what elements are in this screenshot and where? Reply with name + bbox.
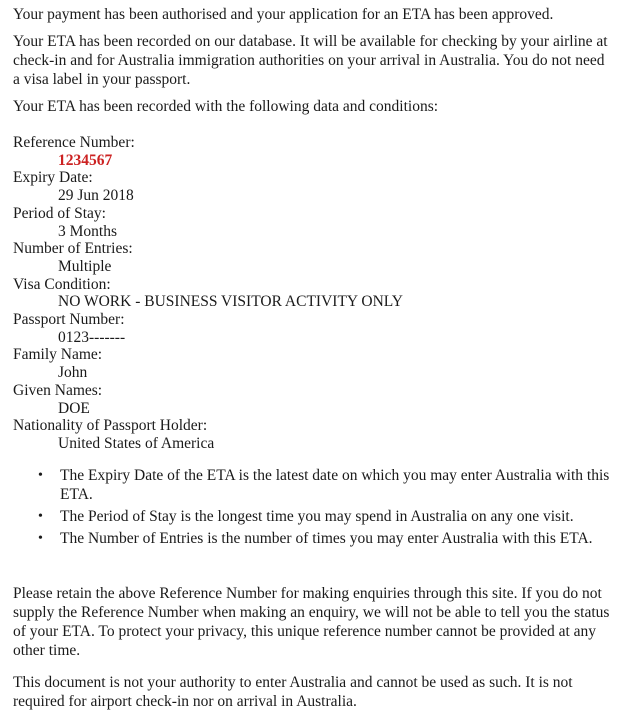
eta-notes-list [13, 466, 612, 548]
note-item-expiry-date [13, 466, 612, 504]
eta-data-list [13, 134, 612, 453]
note-text: The Number of Entries is the number of times you may enter Australia with this ETA. [60, 529, 593, 547]
field-value: Multiple [58, 257, 112, 275]
field-label: Passport Number: [13, 311, 125, 329]
field-number-of-entries [13, 240, 612, 275]
note-text: The Expiry Date of the ETA is the latest date on which you may enter Australia with this ETA. [60, 466, 610, 503]
field-value: United States of America [58, 434, 215, 452]
data-conditions-lead-in: Your ETA has been recorded with the following data and conditions: [13, 98, 439, 115]
note-item-number-of-entries [13, 529, 612, 548]
field-period-of-stay [13, 205, 612, 240]
field-nationality [13, 417, 612, 452]
field-visa-condition [13, 276, 612, 311]
bullet-icon: • [38, 530, 43, 546]
field-label: Reference Number: [13, 134, 135, 151]
not-authority-paragraph: This document is not your authority to enter Australia and cannot be used as such. It is not required for airport check-in nor on arrival in Australia. [13, 673, 573, 710]
eta-recorded-paragraph: Your ETA has been recorded on our database. It will be available for checking by your airline at check-in and for Australia immigration authorities on your arrival in Australia. You do not need a visa label in your passport. [13, 33, 608, 88]
note-text: The Period of Stay is the longest time you may spend in Australia on any one visit. [60, 507, 574, 525]
field-value: John [58, 364, 88, 382]
reference-number-value: 1234567 [58, 151, 113, 169]
field-label: Visa Condition: [13, 275, 111, 293]
field-reference-number [13, 134, 612, 169]
field-label: Family Name: [13, 346, 103, 364]
field-label: Period of Stay: [13, 204, 106, 222]
field-value: 29 Jun 2018 [58, 187, 134, 205]
payment-authorised-paragraph: Your payment has been authorised and your application for an ETA has been approved. [13, 6, 554, 23]
field-expiry-date [13, 169, 612, 204]
field-value: DOE [58, 399, 90, 417]
field-label: Given Names: [13, 381, 103, 399]
bullet-icon: • [38, 467, 43, 483]
field-passport-number [13, 311, 612, 346]
field-given-names [13, 382, 612, 417]
note-item-period-of-stay [13, 507, 612, 526]
field-label: Number of Entries: [13, 240, 133, 258]
bullet-icon: • [38, 508, 43, 524]
field-family-name [13, 346, 612, 381]
field-label: Expiry Date: [13, 169, 93, 187]
field-value: 0123------- [58, 328, 126, 346]
field-value: NO WORK - BUSINESS VISITOR ACTIVITY ONLY [58, 293, 403, 311]
field-value: 3 Months [58, 222, 117, 240]
field-label: Nationality of Passport Holder: [13, 417, 208, 435]
retain-reference-paragraph: Please retain the above Reference Number for making enquiries through this site. If you do not supply the Reference Number when making an enquiry, we will not be able to tell you the status of your ETA. To protect your privacy, this unique reference number cannot be provided at any other time. [13, 584, 610, 659]
